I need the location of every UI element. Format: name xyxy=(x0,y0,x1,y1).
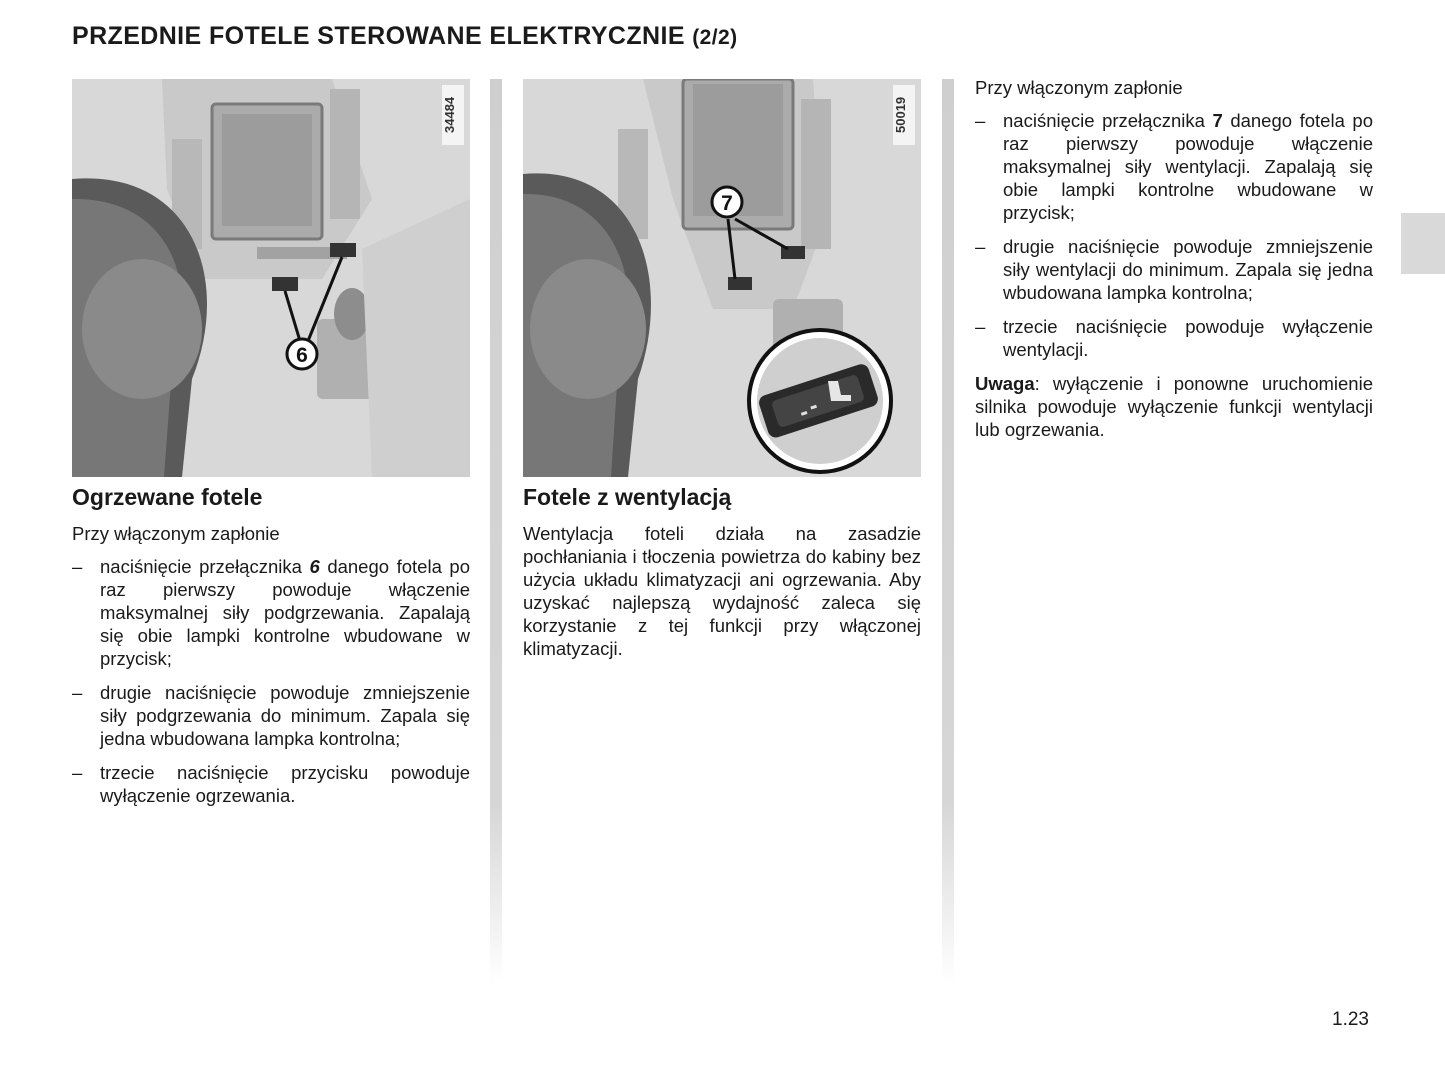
page-title-suffix: (2/2) xyxy=(692,26,738,49)
list-item: – drugie naciśnięcie powoduje zmniejszenie siły podgrzewania do minimum. Zapala się jedna wbudowana lampka kontrolna; xyxy=(72,681,470,750)
list-item: – naciśnięcie przełącznika 7 danego fotela po raz pierwszy powoduje włączenie maksymalnej siły wentylacji. Zapalają się obie lampki kontrolne wbudowane w przycisk; xyxy=(975,109,1373,224)
section-title-ventilated-seats: Fotele z wentylacją xyxy=(523,484,732,510)
list-item: – trzecie naciśnięcie przycisku powoduje wyłączenie ogrzewania. xyxy=(72,761,470,807)
figure-ventilated-seat-switches xyxy=(523,79,921,477)
heated-seats-body xyxy=(72,522,470,818)
page-title xyxy=(72,22,737,51)
list-item: – naciśnięcie przełącznika 6 danego fotela po raz pierwszy powoduje włączenie maksymalnej siły podgrzewania. Zapalają się obie lampki kontrolne wbudowane w przycisk; xyxy=(72,555,470,670)
callout-6: 6 xyxy=(296,344,308,367)
note-label: Uwaga xyxy=(975,373,1035,394)
ventilated-seats-body xyxy=(523,522,921,670)
chapter-tab-marker xyxy=(1401,213,1445,274)
page-title-text: PRZEDNIE FOTELE STEROWANE ELEKTRYCZNIE xyxy=(72,22,685,50)
heated-seats-list xyxy=(72,555,470,807)
figure-number: 34484 xyxy=(442,85,464,145)
list-item: – drugie naciśnięcie powoduje zmniejszenie siły wentylacji do minimum. Zapala się jedna wbudowana lampka kontrolna; xyxy=(975,235,1373,304)
page-number: 1.23 xyxy=(1332,1009,1369,1030)
ventilated-seats-paragraph: Wentylacja foteli działa na zasadzie pochłaniania i tłoczenia powietrza do kabiny bez użycia układu klimatyzacji ani ogrzewania. Aby uzyskać najlepszą wydajność zaleca się korzystanie z tej funkcji przy włączonej klimatyzacji. xyxy=(523,523,921,659)
ventilation-usage-intro: Przy włączonym zapłonie xyxy=(975,77,1183,98)
note-paragraph xyxy=(975,372,1373,441)
column-divider-1 xyxy=(490,79,502,984)
figure-heated-seat-switches xyxy=(72,79,470,477)
list-item: – trzecie naciśnięcie powoduje wyłączenie wentylacji. xyxy=(975,315,1373,361)
heated-seats-intro: Przy włączonym zapłonie xyxy=(72,523,280,544)
column-divider-2 xyxy=(942,79,954,984)
callout-7: 7 xyxy=(721,192,733,215)
ventilation-usage-body xyxy=(975,76,1373,451)
section-title-heated-seats: Ogrzewane fotele xyxy=(72,484,263,510)
note-text: : wyłączenie i ponowne uruchomienie silnika powoduje wyłączenie funkcji wentylacji lub ogrzewania. xyxy=(975,373,1373,440)
dashboard-illustration xyxy=(72,79,470,477)
figure-number: 50019 xyxy=(893,85,915,145)
ventilation-usage-list xyxy=(975,109,1373,361)
dashboard-illustration xyxy=(523,79,921,477)
